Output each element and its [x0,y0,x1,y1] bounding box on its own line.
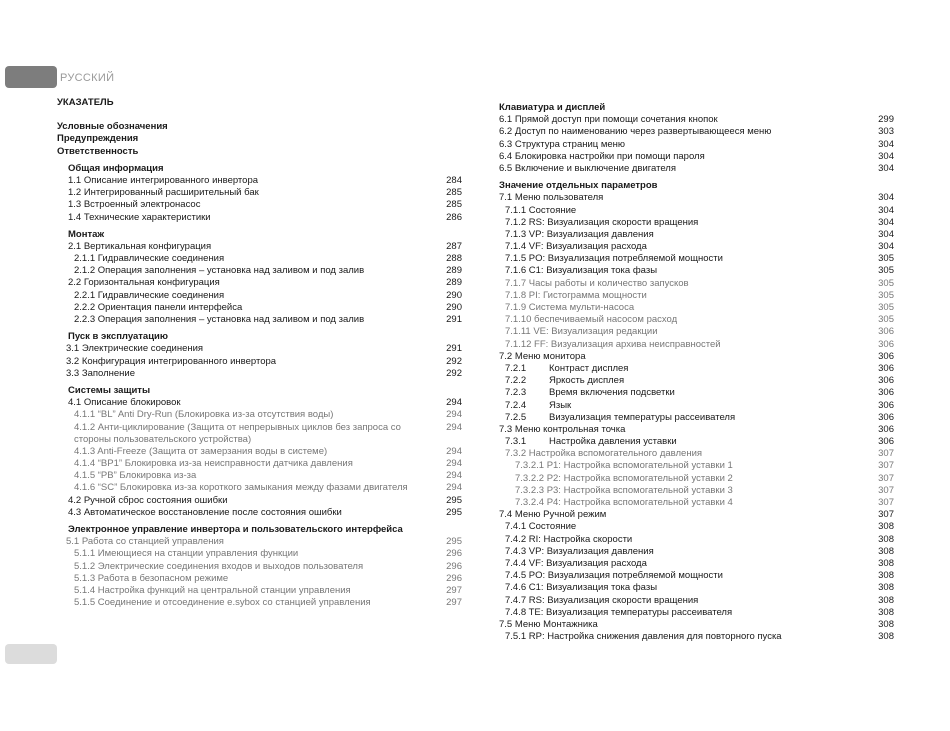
toc-entry-title: 7.1.1 Состояние [505,204,577,216]
toc-entry-page: 291 [446,314,462,325]
toc-entry[interactable] [499,460,894,472]
toc-entry-page: 304 [878,228,894,240]
toc-entry-page: 296 [446,560,462,572]
toc-entry[interactable] [499,375,894,387]
toc-entry[interactable] [57,536,462,548]
toc-entry-title: 4.1.5 “PB” Блокировка из-за [74,470,197,482]
toc-entry-page: 306 [878,387,894,399]
toc-entry[interactable] [499,595,894,607]
toc-entry-number: 7.2.5 [505,411,527,423]
toc-entry[interactable] [57,187,462,199]
toc-entry-title: Настройка давления уставки [549,436,677,448]
toc-entry-page: 284 [446,174,462,186]
toc-entry-page: 292 [446,367,462,379]
toc-entry-title: 5.1.4 Настройка функций на центральной станции управления [74,584,351,596]
toc-entry-number: 7.2.3 [505,387,527,399]
toc-entry-page: 286 [446,211,462,223]
toc-right-column [499,97,894,643]
toc-entry-page: 305 [878,302,894,313]
toc-entry-page: 306 [878,399,894,411]
toc-entry-title: 5.1.5 Соединение и отсоединение e.sybox со станцией управления [74,597,371,609]
toc-entry[interactable] [499,217,894,229]
toc-entry-title: 7.2 Меню монитора [499,350,586,362]
toc-entry-title: 2.1 Вертикальная конфигурация [68,240,212,252]
toc-entry-page: 294 [446,421,462,433]
toc-entry[interactable] [499,114,894,126]
toc-entry[interactable] [499,314,894,326]
toc-entry-title: 7.4.5 PO: Визуализация потребляемой мощности [505,570,723,582]
toc-entry-title: 7.5.1 RP: Настройка снижения давления для повторного пуска [505,631,782,643]
toc-entry[interactable] [499,278,894,290]
toc-entry-title: 7.1.12 FF: Визуализация архива неисправностей [505,338,721,350]
toc-entry-title: 4.1.3 Anti-Freeze (Защита от замерзания воды в системе) [74,445,328,457]
toc-entry[interactable] [57,507,462,519]
toc-entry[interactable] [57,343,462,355]
toc-entry-title: 2.1.2 Операция заполнения – установка над заливом и под залив [74,265,365,277]
toc-entry-page: 308 [878,545,894,557]
toc-entry[interactable] [499,229,894,241]
toc-entry-title: 1.3 Встроенный электронасос [68,199,201,211]
toc-entry-title: 7.4.4 VF: Визуализация расхода [505,557,647,569]
language-tab [5,66,57,88]
toc-entry-title: 7.4.2 RI: Настройка скорости [505,533,633,545]
toc-entry-title: 4.2 Ручной сброс состояния ошибки [68,494,228,506]
toc-entry[interactable] [499,485,894,497]
toc-entry[interactable] [57,561,462,573]
toc-entry-title: 7.1.4 VF: Визуализация расхода [505,241,647,253]
toc-entry-title: 5.1.2 Электрические соединения входов и выходов пользователя [74,560,364,572]
toc-entry-title: 7.1.7 Часы работы и количество запусков [505,277,689,289]
language-label: РУССКИЙ [60,72,115,84]
toc-entry-page: 308 [878,521,894,533]
toc-entry-title: 4.1.4 “BP1” Блокировка из-за неисправности датчика давления [74,458,353,470]
toc-entry-page: 295 [446,536,462,548]
toc-entry-title: 2.1.1 Гидравлические соединения [74,253,225,265]
toc-entry[interactable] [57,199,462,211]
toc-entry-page: 308 [878,631,894,643]
toc-entry[interactable] [499,290,894,302]
section-title[interactable]: Значение отдельных параметров [499,180,658,192]
toc-link-warnings[interactable]: Предупреждения [57,133,139,145]
toc-entry[interactable] [57,212,462,224]
toc-entry-page: 294 [446,409,462,421]
toc-entry-page: 307 [878,448,894,460]
toc-entry-title: 7.3 Меню контрольная точка [499,423,626,435]
toc-entry-page: 289 [446,265,462,277]
section-title[interactable]: Монтаж [68,228,105,240]
toc-entry-title: 7.3.2.2 P2: Настройка вспомогательной уставки 2 [515,472,733,484]
toc-entry-page: 307 [878,472,894,484]
toc-entry[interactable] [499,607,894,619]
toc-entry[interactable] [499,534,894,546]
toc-entry[interactable] [499,497,894,509]
toc-entry-page: 294 [446,458,462,470]
toc-entry[interactable] [57,253,462,265]
toc-entry-number: 7.2.2 [505,375,527,387]
toc-entry[interactable] [499,546,894,558]
toc-entry-page: 295 [446,494,462,506]
toc-entry-title: 7.4.7 RS: Визуализация скорости вращения [505,594,699,606]
toc-entry[interactable] [499,509,894,521]
toc-entry-title: 3.2 Конфигурация интегрированного инвертора [66,355,277,367]
toc-entry[interactable] [57,585,462,597]
toc-entry-number: 7.2.1 [505,362,527,374]
toc-entry-page: 306 [878,326,894,338]
toc-entry-page: 304 [878,216,894,228]
toc-entry[interactable] [499,205,894,217]
toc-entry-page: 307 [878,484,894,496]
toc-entry-title: Язык [549,399,572,411]
toc-entry[interactable] [499,473,894,485]
toc-entry[interactable] [57,356,462,368]
toc-entry-title: 5.1.1 Имеющиеся на станции управления функции [74,548,299,560]
toc-entry-page: 305 [878,277,894,289]
toc-entry-title: Яркость дисплея [549,375,625,387]
toc-entry[interactable] [57,241,462,253]
toc-entry-title: 7.4.1 Состояние [505,521,577,533]
toc-entry[interactable] [499,163,894,175]
toc-entry[interactable] [499,570,894,582]
toc-entry[interactable] [499,253,894,265]
toc-entry-title: 7.1.10 беспечиваемый насосом расход [505,314,678,326]
toc-entry-page: 306 [878,338,894,350]
section-title[interactable]: Системы защиты [68,384,151,396]
toc-entry[interactable] [57,446,462,458]
toc-entry-page: 294 [446,445,462,457]
toc-entry[interactable] [499,424,894,436]
toc-entry-page: 305 [878,265,894,277]
toc-entry[interactable] [57,597,462,609]
toc-entry-page: 306 [878,411,894,423]
toc-entry[interactable] [499,619,894,631]
toc-entry-page: 308 [878,582,894,594]
toc-entry-title: 7.4 Меню Ручной режим [499,509,607,521]
toc-entry-page: 297 [446,597,462,609]
section-title[interactable]: Общая информация [68,162,164,174]
toc-entry-page: 304 [878,204,894,216]
toc-entry-title: 3.1 Электрические соединения [66,343,204,355]
toc-entry-page: 294 [446,397,462,409]
toc-entry-title: 7.4.8 TE: Визуализация температуры рассеивателя [505,606,733,618]
toc-entry[interactable] [57,290,462,302]
toc-entry-title: 7.3.2.1 P1: Настройка вспомогательной уставки 1 [515,460,733,472]
toc-entry-title: 7.5 Меню Монтажника [499,618,598,630]
toc-entry-page: 291 [446,343,462,355]
toc-entry-page: 304 [878,150,894,162]
toc-entry[interactable] [57,495,462,507]
toc-entry[interactable] [499,400,894,412]
toc-entry-title: 1.2 Интегрированный расширительный бак [68,187,259,199]
toc-entry-page: 296 [446,572,462,584]
toc-entry-title: 4.1 Описание блокировок [68,397,181,409]
spacer [57,109,462,121]
toc-entry-page: 289 [446,277,462,289]
toc-entry-title: 5.1 Работа со станцией управления [66,536,224,548]
toc-entry-page: 306 [878,436,894,448]
toc-entry-page: 307 [878,497,894,508]
toc-entry[interactable] [57,548,462,560]
toc-entry-number: 7.3.1 [505,436,527,448]
toc-entry-title: 2.2.2 Ориентация панели интерфейса [74,301,243,313]
toc-entry-page: 306 [878,350,894,362]
toc-entry-title: 7.1.8 PI: Гистограмма мощности [505,289,647,301]
toc-entry-title: 7.3.2.3 P3: Настройка вспомогательной уставки 3 [515,484,733,496]
toc-entry-page: 294 [446,482,462,494]
toc-entry-title: 7.1.11 VE: Визуализация редакции [505,326,658,338]
toc-entry-page: 308 [878,606,894,618]
toc-entry[interactable] [499,265,894,277]
toc-entry-page: 290 [446,301,462,313]
toc-entry[interactable] [57,265,462,277]
toc-entry-page: 287 [446,240,462,252]
toc-entry-page: 295 [446,506,462,518]
toc-entry-title: 1.4 Технические характеристики [68,211,211,223]
toc-entry[interactable] [499,326,894,338]
toc-entry-page: 308 [878,570,894,582]
toc-entry[interactable] [499,363,894,375]
toc-entry[interactable] [499,302,894,314]
toc-entry[interactable] [499,521,894,533]
toc-entry-title: Время включения подсветки [549,387,675,399]
right-sections [499,102,894,643]
toc-entry-page: 288 [446,253,462,265]
toc-entry-title: 7.1.9 Система мульти-насоса [505,302,635,313]
toc-entry-page: 305 [878,314,894,326]
toc-entry-title: 2.2 Горизонтальная конфигурация [68,277,220,289]
toc-entry-title: 3.3 Заполнение [66,367,135,379]
toc-entry-title: 7.4.3 VP: Визуализация давления [505,545,654,557]
toc-entry[interactable] [57,314,462,326]
toc-entry[interactable] [499,192,894,204]
toc-entry-page: 292 [446,355,462,367]
toc-entry[interactable] [499,151,894,163]
toc-entry-page: 308 [878,557,894,569]
toc-entry-page: 307 [878,509,894,521]
toc-entry[interactable] [499,387,894,399]
toc-entry[interactable] [57,397,462,409]
toc-entry[interactable] [57,175,462,187]
toc-entry-page: 308 [878,618,894,630]
toc-entry-title: 7.3.2 Настройка вспомогательного давления [505,448,703,460]
section-title[interactable]: Клавиатура и дисплей [499,102,606,113]
toc-entry-page: 308 [878,594,894,606]
toc-entry-page: 306 [878,423,894,435]
toc-entry-number: 7.2.4 [505,399,527,411]
toc-entry-page: 304 [878,138,894,150]
toc-entry[interactable] [499,448,894,460]
toc-entry-page: 304 [878,162,894,174]
toc-entry-page: 296 [446,548,462,560]
toc-entry-title: 6.1 Прямой доступ при помощи сочетания кнопок [499,114,718,126]
toc-entry[interactable] [57,482,462,494]
toc-entry-title: 4.1.2 Анти-циклирование (Защита от непрерывных циклов без запроса со стороны пользовательского устройства) [74,421,401,445]
toc-entry[interactable] [499,351,894,363]
toc-entry[interactable] [499,126,894,138]
toc-entry-title: 6.3 Структура страниц меню [499,138,626,150]
toc-entry[interactable] [499,582,894,594]
toc-entry-page: 285 [446,187,462,199]
page-tab [5,644,57,664]
toc-entry[interactable] [499,412,894,424]
toc-entry[interactable] [499,139,894,151]
section-title[interactable]: Пуск в эксплуатацию [68,331,169,343]
toc-entry-title: 7.1.6 C1: Визуализация тока фазы [505,265,658,277]
toc-entry-title: 4.3 Автоматическое восстановление после состояния ошибки [68,506,342,518]
index-title: УКАЗАТЕЛЬ [57,97,114,108]
toc-link-symbols[interactable]: Условные обозначения [57,121,168,133]
toc-entry[interactable] [57,409,462,421]
toc-entry-page: 305 [878,253,894,265]
toc-entry-title: 7.1.3 VP: Визуализация давления [505,228,654,240]
toc-entry-title: Контраст дисплея [549,362,629,374]
toc-entry-page: 303 [878,126,894,138]
section-title[interactable]: Электронное управление инвертора и пользовательского интерфейса [68,524,403,536]
toc-entry-title: 7.1.5 PO: Визуализация потребляемой мощности [505,253,723,265]
toc-entry[interactable] [57,302,462,314]
toc-entry-page: 306 [878,362,894,374]
toc-entry-title: 6.4 Блокировка настройки при помощи пароля [499,150,705,162]
toc-entry-page: 308 [878,533,894,545]
toc-entry[interactable] [499,339,894,351]
toc-entry-page: 304 [878,241,894,253]
toc-entry-title: Визуализация температуры рассеивателя [549,411,736,423]
toc-entry-title: 7.1.2 RS: Визуализация скорости вращения [505,216,699,228]
toc-entry-page: 306 [878,375,894,387]
toc-entry-title: 7.4.6 C1: Визуализация тока фазы [505,582,658,594]
toc-entry-title: 1.1 Описание интегрированного инвертора [68,174,259,186]
toc-entry-title: 2.2.3 Операция заполнения – установка над заливом и под залив [74,314,365,325]
toc-entry-title: 4.1.1 “BL” Anti Dry-Run (Блокировка из-за отсутствия воды) [74,409,334,421]
toc-entry-page: 290 [446,289,462,301]
toc-entry-title: 7.1 Меню пользователя [499,192,604,204]
toc-entry[interactable] [57,277,462,289]
toc-entry-title: 7.3.2.4 P4: Настройка вспомогательной уставки 4 [515,497,733,508]
toc-entry[interactable] [499,631,894,643]
toc-left-column [57,97,462,609]
toc-entry[interactable] [499,558,894,570]
toc-entry-page: 305 [878,289,894,301]
left-sections [57,163,462,610]
toc-entry[interactable] [57,470,462,482]
toc-entry-page: 304 [878,192,894,204]
toc-entry-title: 6.2 Доступ по наименованию через развертывающееся меню [499,126,772,138]
toc-link-responsibility[interactable]: Ответственность [57,145,139,157]
toc-entry-page: 297 [446,584,462,596]
toc-entry-page: 285 [446,199,462,211]
toc-entry[interactable] [57,368,462,380]
toc-entry-title: 2.2.1 Гидравлические соединения [74,289,225,301]
toc-entry[interactable] [57,458,462,470]
toc-entry-page: 307 [878,460,894,472]
toc-entry-title: 5.1.3 Работа в безопасном режиме [74,572,229,584]
toc-entry[interactable] [57,422,462,446]
toc-entry[interactable] [499,241,894,253]
toc-entry[interactable] [499,436,894,448]
toc-entry-page: 294 [446,470,462,482]
toc-entry[interactable] [57,573,462,585]
toc-entry-title: 6.5 Включение и выключение двигателя [499,162,676,174]
toc-entry-title: 4.1.6 “SC” Блокировка из-за короткого замыкания между фазами двигателя [74,482,408,494]
toc-entry-page: 299 [878,114,894,126]
